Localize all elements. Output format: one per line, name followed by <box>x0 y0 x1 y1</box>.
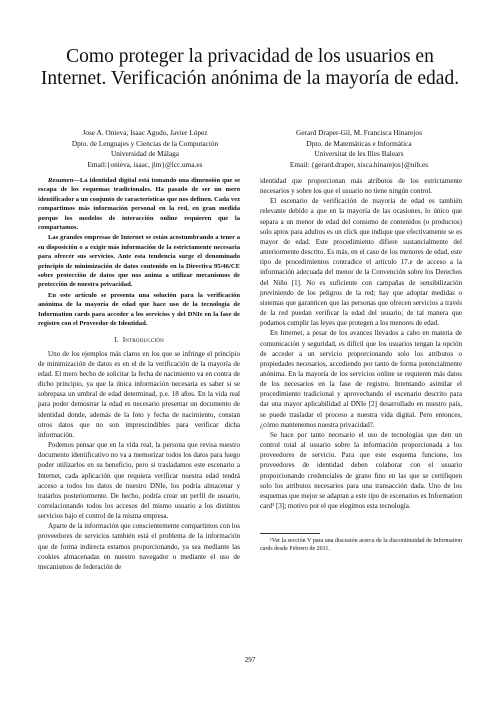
left-column <box>38 176 240 572</box>
body-paragraph: El escenario de verificación de mayoría de edad es también relevante debido a que en la mayoría de las ocasiones, lo único que separa a un menor de edad del consumo de contenidos (o productos) solo aptos para adultos es un click que indique que efectivamente se es mayor de edad. Este procedimiento difiere sustancialmente del anteriormente descrito. Es más, en el caso de los menores de edad, este tipo de procedimientos contradice el artículo 17.e de acceso a la información adecuada del menor de la Convención sobre los Derechos del Niño [1]. No es suficiente con campañas de sensibilización previniendo de los peligros de la red; hay que adoptar medidas o sistemas que garanticen que las personas que ofrecen servicios a través de la red puedan verificar la edad del usuario; de tal manera que podamos cumplir las leyes que protegen a los menores de edad. <box>260 197 462 328</box>
section-heading <box>38 335 240 345</box>
body-paragraph: identidad que proporcionan más atributos de los estrictamente necesarios y sobre los que el usuario no tiene ningún control. <box>260 177 462 196</box>
author-block-left <box>40 128 250 170</box>
section-number: I. <box>114 335 119 344</box>
abstract-paragraph <box>38 176 240 232</box>
abstract-label: Resumen <box>48 177 74 184</box>
page-number: 297 <box>244 656 256 664</box>
author-department: Dpto. de Matemáticas e Informática <box>306 138 412 148</box>
body-paragraph: Uno de los ejemplos más claros en los que se infringe el principio de minimización de datos es en el de la verificación de la mayoría de edad. El mero hecho de solicitar la fecha de nacimiento va en contra de dicho principio, ya que la única información necesaria es saber si se sobrepasa un umbral de edad determinad, p.e. 18 años. En la vida real para poder demostrar la edad es necesario presentar un documento de identidad donde, además de la foto y fecha de nacimiento, constan otros datos que no son imprescindibles para verificar dicha información. <box>38 349 240 439</box>
body-paragraph: Podemos pensar que en la vida real, la persona que revisa nuestro documento identificativo no va a memorizar todos los datos para luego poder utilizarlos en su beneficio, pero si trasladamos este escenario a Internet, cada aplicación que requiera verificar nuestra edad tendrá acceso a todos los datos de nuestro DNIe, los podría almacenar y tratarlos posteriormente. De hecho, podría crear un perfil de usuario, correlacionando todos los accesos del mismo usuario a los distintos servicios bajo el control de la misma empresa. <box>38 441 240 521</box>
right-column <box>260 176 462 553</box>
author-institution: Universitat de les Illes Balears <box>314 149 404 159</box>
abstract-paragraph: En este artículo se presenta una solución para la verificación anónima de la mayoría de edad que hace uso de la tecnología de Information cards para acceder a los servicios y del DNIe en la fase de registro con el Proveedor de Identidad. <box>38 291 240 328</box>
body-paragraph: En Internet, a pesar de los avances llevados a cabo en materia de comunicación y seguridad, es difícil que los usuarios tengan la opción de acceder a un servicio proporcionando solo los atributos o propiedades necesarios, accediendo por tanto de forma potencialmente anónima. En la mayoría de los servicios online se requieren más datos de los necesarios en la fase de registro. Intentando asimilar el procedimiento tradicional y aprovechando el escenario descrito para dar una mayor aplicabilidad al DNIe [2] desarrollado en nuestro país, se puede trasladar el proceso a nuestra vida digital. Pero entonces, ¿cómo mantenemos nuestra privacidad?. <box>260 329 462 429</box>
footnote-rule <box>260 533 320 534</box>
section-title: Introducción <box>122 335 164 344</box>
body-paragraph: Se hace por tanto necesario el uso de tecnologías que den un control total al usuario sobre la información proporcionada a los proveedores de servicio. Para que este esquema funcione, los proveedores de identidad deben colaborar con el usuario proporcionando credenciales de grano fino en las que se certifiquen solo los atributos necesarios para una transacción dada. Uno de los esquemas que mejor se adaptan a este tipo de escenarios es Information card¹ [3]; motivo por el que elegimos esta tecnología. <box>260 430 462 510</box>
author-email: Email: {gerard.draper, xisca.hinarejos}@uib.es <box>289 159 429 169</box>
author-names: Gerard Draper-Gil, M. Francisca Hinarejos <box>296 128 422 137</box>
author-names: Jose A. Onieva, Isaac Agudo, Javier López <box>82 128 208 137</box>
author-email: Email:{onieva, isaac, jlm}@lcc.uma.es <box>87 159 203 169</box>
footnote: ¹Ver la sección V para una discusión acerca de la discontinuidad de Information cards desde Febrero de 2011. <box>260 538 462 553</box>
author-block-right <box>256 128 462 170</box>
abstract-paragraph: Las grandes empresas de Internet se están acostumbrando a tener a su disposición o a exigir más información de la estrictamente necesaria para ofrecer sus servicios. Ante esta tendencia surge el denominado principio de minimización de datos contenido en la Directiva 95/46/CE sobre protección de datos que nos anima a utilizar mecanismos de protección de nuestra privacidad. <box>38 234 240 289</box>
author-department: Dpto. de Lenguajes y Ciencias de la Computación <box>71 138 219 148</box>
body-paragraph: Aparte de la información que conscientemente compartimos con los proveedores de servicios también está el problema de la información que de forma indirecta estamos proporcionando, ya sea mediante las cookies almacenadas en nuestro navegador o mediante el uso de mecanismos de federación de <box>38 522 240 571</box>
paper-title: Como proteger la privacidad de los usuarios en Internet. Verificación anónima de la mayoría de edad. <box>40 46 460 89</box>
abstract-text: —La identidad digital está tomando una dimensión que se escapa de los esquemas tradicionales. Ha pasado de ser un mero identificador a un conjunto de características que nos definen. Cada vez compartimos más información personal en la red, en gran medida porque los modelos de interacción online requieren que la compartamos. <box>38 177 240 232</box>
author-institution: Universidad de Málaga <box>110 149 180 159</box>
